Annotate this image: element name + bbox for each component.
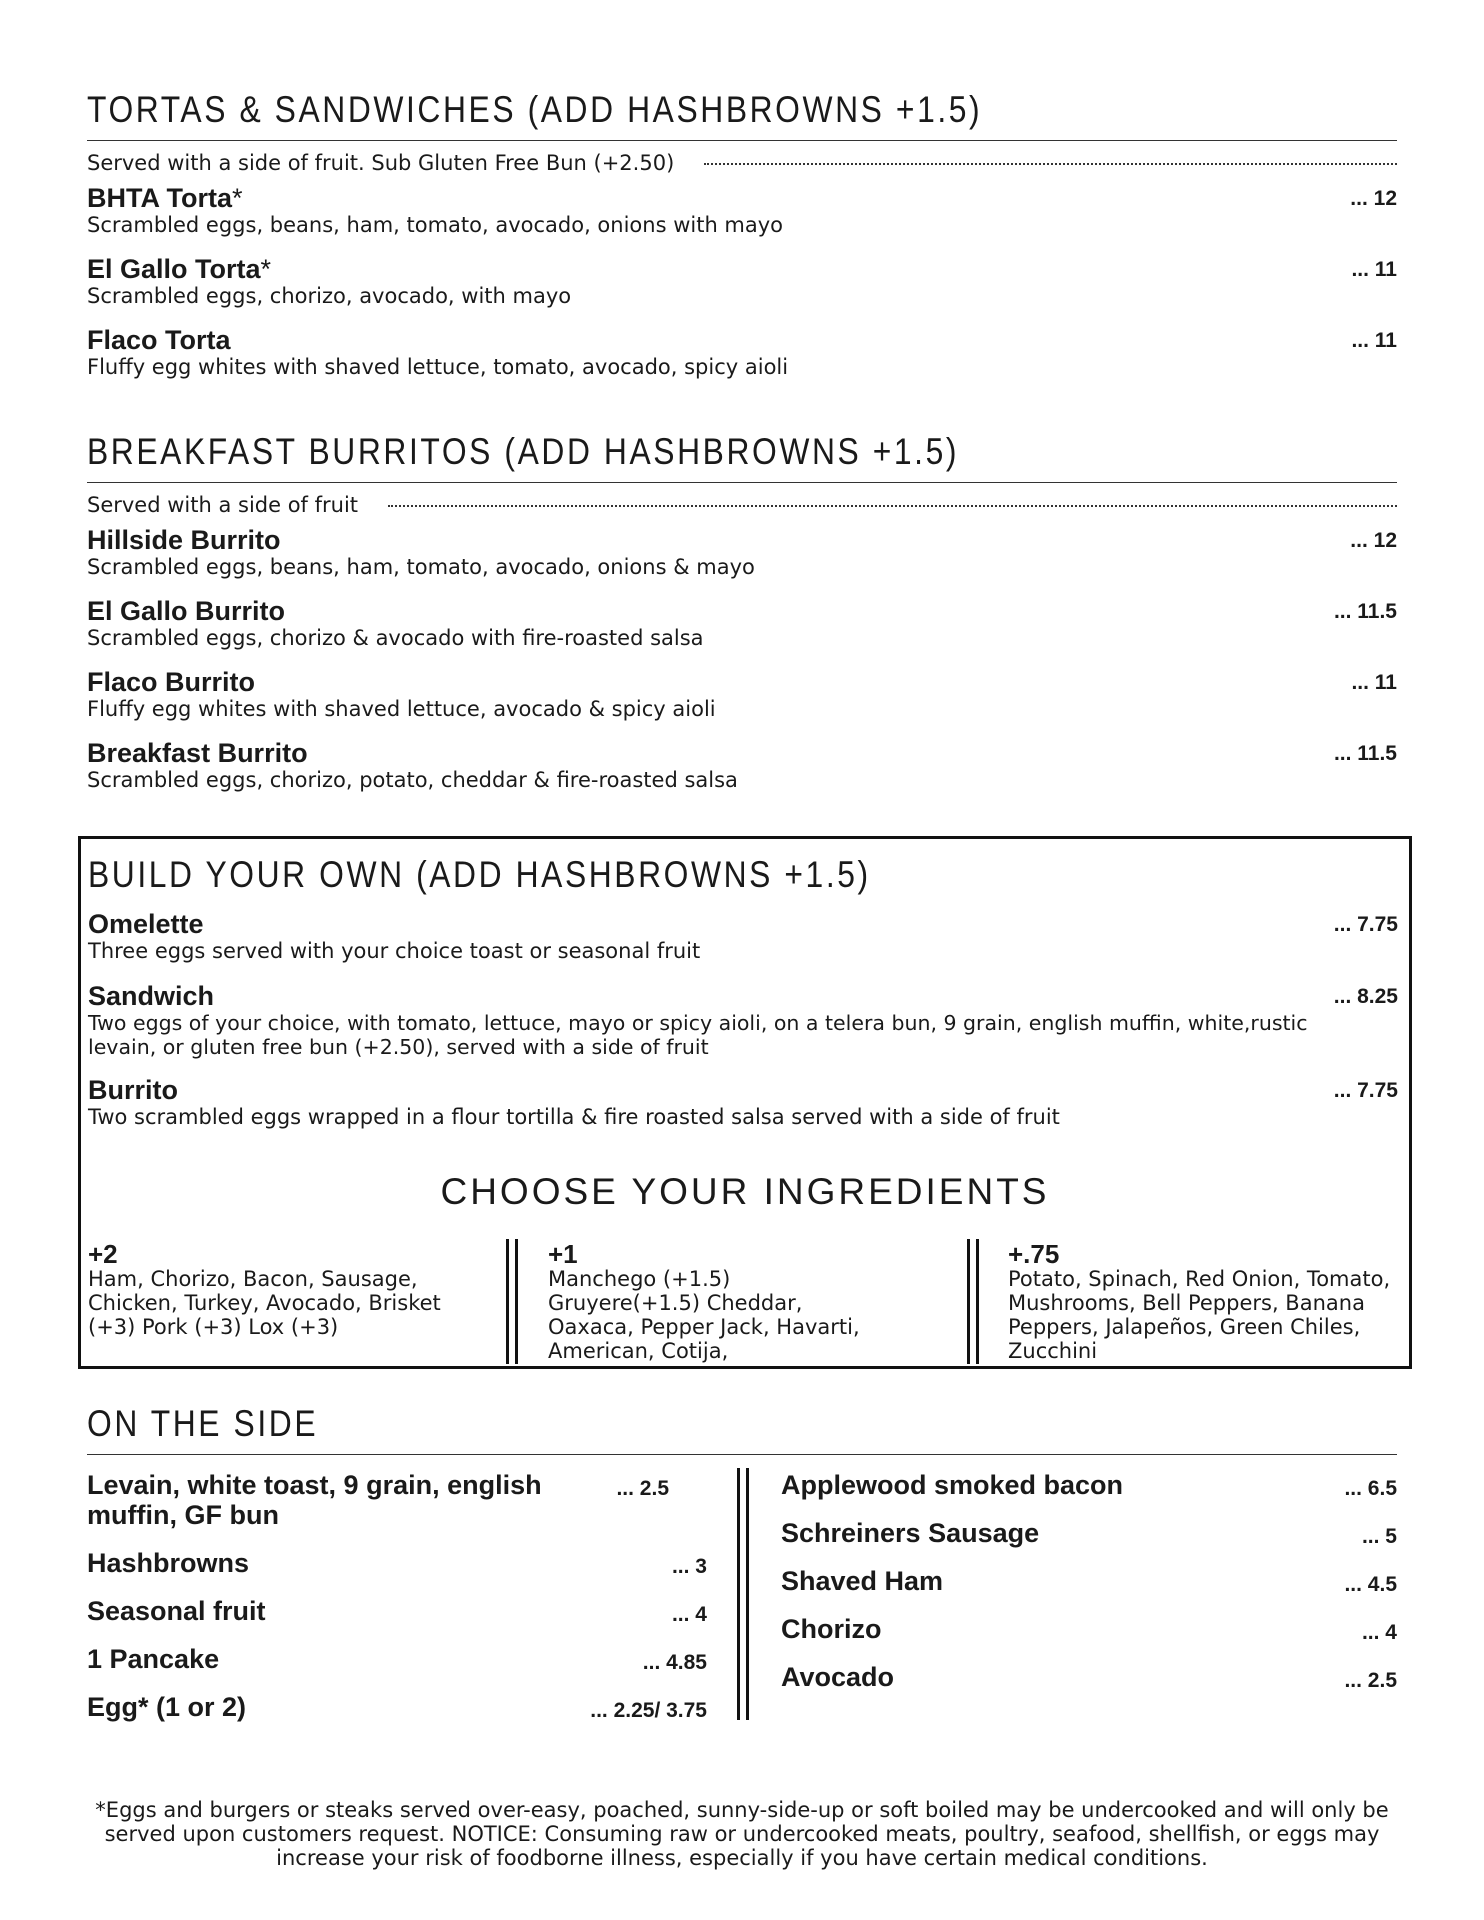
ingredient-price: +1 bbox=[548, 1239, 578, 1269]
menu-item bbox=[87, 525, 1397, 579]
burritos-note-row bbox=[87, 483, 1397, 517]
side-item-price: ... 2.5 bbox=[1344, 1669, 1397, 1692]
tortas-section bbox=[87, 88, 1397, 379]
ingredient-column bbox=[88, 1241, 478, 1339]
item-description: Two scrambled eggs wrapped in a flour tortilla & fire roasted salsa served with a side of fruit bbox=[88, 1105, 1060, 1129]
item-star: * bbox=[231, 183, 243, 213]
side-item bbox=[87, 1596, 707, 1626]
side-item bbox=[781, 1614, 1397, 1644]
burritos-section bbox=[87, 430, 1397, 792]
side-item-name: Seasonal fruit bbox=[87, 1596, 266, 1626]
menu-item bbox=[88, 1075, 1398, 1129]
item-description: Fluffy egg whites with shaved lettuce, avocado & spicy aioli bbox=[87, 697, 716, 721]
menu-item bbox=[87, 738, 1397, 792]
side-item-price: ... 6.5 bbox=[1344, 1477, 1397, 1500]
side-item bbox=[87, 1470, 669, 1530]
item-name: Flaco Torta bbox=[87, 325, 231, 355]
side-item-price: ... 4.5 bbox=[1344, 1573, 1397, 1596]
side-rule bbox=[87, 1454, 1397, 1455]
side-item-price: ... 4.85 bbox=[642, 1651, 707, 1674]
item-price: ... 7.75 bbox=[1333, 1079, 1398, 1102]
item-price: ... 8.25 bbox=[1333, 985, 1398, 1008]
side-item-price: ... 3 bbox=[671, 1555, 707, 1578]
tortas-title: TORTAS & SANDWICHES (ADD HASHBROWNS +1.5) bbox=[87, 89, 983, 130]
side-item-price: ... 4 bbox=[671, 1603, 707, 1626]
side-item-name: Hashbrowns bbox=[87, 1548, 250, 1578]
allergy-notice: *Eggs and burgers or steaks served over-easy, poached, sunny-side-up or soft boiled may be undercooked and will only be served upon customers request. NOTICE: Consuming raw or undercooked meats, poultry, seafood, shellfish, or eggs may increase your risk of foodborne illness, especially if you have certain medical conditions. bbox=[95, 1798, 1389, 1870]
tortas-note-row bbox=[87, 141, 1397, 175]
item-name: Burrito bbox=[88, 1075, 178, 1105]
side-item-name: Levain, white toast, 9 grain, english muffin, GF bun bbox=[87, 1470, 542, 1530]
side-item bbox=[781, 1566, 1397, 1596]
ingredient-price: +.75 bbox=[1008, 1239, 1060, 1269]
build-title: BUILD YOUR OWN (ADD HASHBROWNS +1.5) bbox=[88, 854, 871, 895]
side-item-price: ... 2.25/ 3.75 bbox=[590, 1699, 707, 1722]
column-divider bbox=[967, 1239, 979, 1364]
item-name: El Gallo Burrito bbox=[87, 596, 286, 626]
ingredient-column bbox=[1008, 1241, 1398, 1363]
item-price: ... 12 bbox=[1350, 187, 1397, 210]
item-name: Omelette bbox=[88, 909, 204, 939]
side-item-name: Chorizo bbox=[781, 1614, 882, 1644]
item-name: Breakfast Burrito bbox=[87, 738, 308, 768]
side-item-name: Egg* (1 or 2) bbox=[87, 1692, 247, 1722]
item-description: Two eggs of your choice, with tomato, lettuce, mayo or spicy aioli, on a telera bun, 9 grain, english muffin, white,rustic levain, or gluten free bun (+2.50), served with a side of fruit bbox=[88, 1011, 1308, 1059]
burritos-note: Served with a side of fruit bbox=[87, 493, 359, 517]
item-name: Sandwich bbox=[88, 981, 215, 1011]
menu-item bbox=[88, 909, 1398, 963]
menu-item bbox=[87, 596, 1397, 650]
side-item bbox=[781, 1662, 1397, 1692]
on-the-side-section bbox=[87, 1402, 1397, 1722]
item-price: ... 11 bbox=[1351, 671, 1397, 694]
tortas-note: Served with a side of fruit. Sub Gluten Free Bun (+2.50) bbox=[87, 151, 675, 175]
side-item-name: Shaved Ham bbox=[781, 1566, 944, 1596]
side-item-price: ... 4 bbox=[1361, 1621, 1397, 1644]
item-name: Hillside Burrito bbox=[87, 525, 281, 555]
menu-item bbox=[88, 981, 1398, 1059]
side-item-price: ... 5 bbox=[1361, 1525, 1397, 1548]
item-price: ... 11.5 bbox=[1333, 742, 1397, 765]
build-your-own-box bbox=[78, 836, 1412, 1369]
side-item-name: 1 Pancake bbox=[87, 1644, 220, 1674]
ingredient-list: Ham, Chorizo, Bacon, Sausage, Chicken, Turkey, Avocado, Brisket (+3) Pork (+3) Lox (+3) bbox=[88, 1267, 441, 1339]
item-description: Scrambled eggs, beans, ham, tomato, avocado, onions & mayo bbox=[87, 555, 755, 579]
item-star: * bbox=[260, 254, 272, 284]
ingredients-title: CHOOSE YOUR INGREDIENTS bbox=[440, 1171, 1050, 1212]
item-name: El Gallo Torta bbox=[87, 254, 261, 284]
dotted-leader bbox=[388, 505, 1397, 507]
side-item bbox=[87, 1692, 707, 1722]
side-item bbox=[781, 1470, 1397, 1500]
menu-item bbox=[87, 254, 1397, 308]
column-divider bbox=[737, 1468, 749, 1720]
side-item-price: ... 2.5 bbox=[616, 1477, 669, 1500]
side-item bbox=[87, 1548, 707, 1578]
ingredient-price: +2 bbox=[88, 1239, 118, 1269]
item-name: BHTA Torta bbox=[87, 183, 232, 213]
ingredient-list: Potato, Spinach, Red Onion, Tomato, Mushrooms, Bell Peppers, Banana Peppers, Jalapeños, Green Chiles, Zucchini bbox=[1008, 1267, 1391, 1363]
side-item bbox=[781, 1518, 1397, 1548]
side-item bbox=[87, 1644, 707, 1674]
item-price: ... 11 bbox=[1351, 329, 1397, 352]
item-description: Scrambled eggs, beans, ham, tomato, avocado, onions with mayo bbox=[87, 213, 784, 237]
ingredient-list: Manchego (+1.5) Gruyere(+1.5) Cheddar, Oaxaca, Pepper Jack, Havarti, American, Cotija, bbox=[548, 1267, 860, 1363]
menu-item bbox=[87, 667, 1397, 721]
burritos-title: BREAKFAST BURRITOS (ADD HASHBROWNS +1.5) bbox=[87, 431, 960, 472]
menu-item bbox=[87, 325, 1397, 379]
item-description: Fluffy egg whites with shaved lettuce, tomato, avocado, spicy aioli bbox=[87, 355, 789, 379]
item-price: ... 11 bbox=[1351, 258, 1397, 281]
item-description: Scrambled eggs, chorizo & avocado with fire-roasted salsa bbox=[87, 626, 704, 650]
item-price: ... 11.5 bbox=[1333, 600, 1397, 623]
item-price: ... 12 bbox=[1350, 529, 1397, 552]
item-description: Scrambled eggs, chorizo, potato, cheddar & fire-roasted salsa bbox=[87, 768, 738, 792]
item-description: Three eggs served with your choice toast or seasonal fruit bbox=[88, 939, 701, 963]
side-item-name: Applewood smoked bacon bbox=[781, 1470, 1124, 1500]
ingredient-column bbox=[548, 1241, 938, 1363]
dotted-leader bbox=[704, 163, 1397, 165]
side-item-name: Schreiners Sausage bbox=[781, 1518, 1040, 1548]
item-name: Flaco Burrito bbox=[87, 667, 256, 697]
column-divider bbox=[506, 1239, 518, 1364]
side-title: ON THE SIDE bbox=[87, 1403, 319, 1444]
menu-item bbox=[87, 183, 1397, 237]
item-price: ... 7.75 bbox=[1333, 913, 1398, 936]
side-item-name: Avocado bbox=[781, 1662, 895, 1692]
item-description: Scrambled eggs, chorizo, avocado, with mayo bbox=[87, 284, 572, 308]
